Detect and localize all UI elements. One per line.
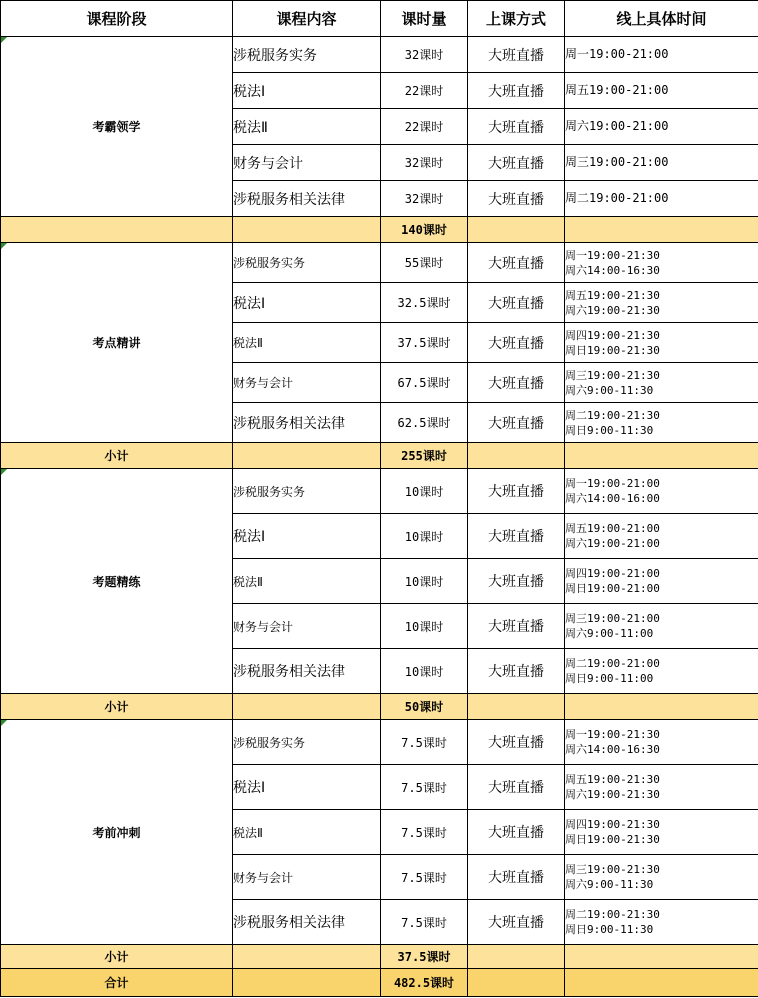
course-time xyxy=(565,73,758,109)
course-time xyxy=(565,604,758,649)
course-mode: 大班直播 xyxy=(468,181,565,217)
time-slot: 周六19:00-21:00 xyxy=(565,119,669,133)
time-slot: 周日19:00-21:30 xyxy=(565,833,660,846)
time-slot: 周日19:00-21:00 xyxy=(565,582,660,595)
course-hours: 62.5课时 xyxy=(381,403,468,443)
course-hours: 7.5课时 xyxy=(381,900,468,945)
time-slot: 周六14:00-16:00 xyxy=(565,492,660,505)
course-name: 税法Ⅱ xyxy=(233,323,381,363)
course-hours: 32.5课时 xyxy=(381,283,468,323)
time-slot: 周六14:00-16:30 xyxy=(565,743,660,756)
header-course: 课程内容 xyxy=(233,1,381,37)
time-slot: 周三19:00-21:00 xyxy=(565,612,660,625)
time-slot: 周三19:00-21:30 xyxy=(565,368,660,382)
time-slot: 周六19:00-21:30 xyxy=(565,303,660,317)
subtotal-row xyxy=(1,945,758,969)
header-time: 线上具体时间 xyxy=(565,1,758,37)
course-mode: 大班直播 xyxy=(468,243,565,283)
time-slot: 周二19:00-21:00 xyxy=(565,657,660,670)
subtotal-empty xyxy=(468,694,565,720)
subtotal-label: 小计 xyxy=(1,694,233,720)
course-time xyxy=(565,181,758,217)
time-slot: 周六9:00-11:30 xyxy=(565,383,654,397)
subtotal-row xyxy=(1,694,758,720)
stage-label: 考题精练 xyxy=(92,574,141,589)
course-name: 涉税服务实务 xyxy=(233,37,381,73)
course-hours: 32课时 xyxy=(381,145,468,181)
course-hours: 67.5课时 xyxy=(381,363,468,403)
course-time xyxy=(565,283,758,323)
course-name: 税法Ⅰ xyxy=(233,73,381,109)
time-slot: 周一19:00-21:30 xyxy=(565,728,660,741)
subtotal-empty xyxy=(233,945,381,969)
time-slot: 周日9:00-11:00 xyxy=(565,672,654,685)
stage-name xyxy=(1,243,233,443)
course-name: 涉税服务实务 xyxy=(233,720,381,765)
course-hours: 10课时 xyxy=(381,514,468,559)
course-mode: 大班直播 xyxy=(468,765,565,810)
total-empty xyxy=(233,969,381,997)
total-row xyxy=(1,969,758,997)
course-time xyxy=(565,37,758,73)
subtotal-empty xyxy=(233,694,381,720)
cell-marker-icon xyxy=(1,469,7,475)
time-slot: 周二19:00-21:30 xyxy=(565,908,660,921)
time-slot: 周三19:00-21:30 xyxy=(565,863,660,876)
cell-marker-icon xyxy=(1,243,7,249)
subtotal-empty xyxy=(565,217,758,243)
course-name: 涉税服务相关法律 xyxy=(233,181,381,217)
subtotal-hours: 37.5课时 xyxy=(381,945,468,969)
course-mode: 大班直播 xyxy=(468,73,565,109)
course-name: 财务与会计 xyxy=(233,604,381,649)
course-hours: 10课时 xyxy=(381,559,468,604)
total-label: 合计 xyxy=(1,969,233,997)
course-hours: 37.5课时 xyxy=(381,323,468,363)
stage-name xyxy=(1,469,233,694)
table-row xyxy=(1,469,758,514)
subtotal-empty xyxy=(565,694,758,720)
time-slot: 周一19:00-21:30 xyxy=(565,248,660,262)
course-mode: 大班直播 xyxy=(468,323,565,363)
time-slot: 周五19:00-21:30 xyxy=(565,288,660,302)
total-empty xyxy=(468,969,565,997)
time-slot: 周一19:00-21:00 xyxy=(565,47,669,61)
course-hours: 7.5课时 xyxy=(381,765,468,810)
course-hours: 7.5课时 xyxy=(381,810,468,855)
time-slot: 周二19:00-21:00 xyxy=(565,191,669,205)
course-mode: 大班直播 xyxy=(468,649,565,694)
course-name: 涉税服务实务 xyxy=(233,243,381,283)
table-row xyxy=(1,720,758,765)
subtotal-hours: 50课时 xyxy=(381,694,468,720)
course-time xyxy=(565,243,758,283)
course-time xyxy=(565,855,758,900)
stage-name xyxy=(1,720,233,945)
course-hours: 10课时 xyxy=(381,649,468,694)
cell-marker-icon xyxy=(1,720,7,726)
course-name: 税法Ⅰ xyxy=(233,514,381,559)
course-time xyxy=(565,145,758,181)
course-time xyxy=(565,363,758,403)
course-name: 财务与会计 xyxy=(233,145,381,181)
time-slot: 周六9:00-11:00 xyxy=(565,627,654,640)
course-time xyxy=(565,323,758,363)
course-time xyxy=(565,810,758,855)
course-name: 税法Ⅱ xyxy=(233,109,381,145)
course-time xyxy=(565,649,758,694)
subtotal-empty xyxy=(468,443,565,469)
subtotal-empty xyxy=(468,945,565,969)
course-mode: 大班直播 xyxy=(468,900,565,945)
time-slot: 周六19:00-21:00 xyxy=(565,537,660,550)
time-slot: 周三19:00-21:00 xyxy=(565,155,669,169)
course-mode: 大班直播 xyxy=(468,109,565,145)
time-slot: 周五19:00-21:00 xyxy=(565,83,669,97)
course-mode: 大班直播 xyxy=(468,514,565,559)
course-time xyxy=(565,109,758,145)
course-mode: 大班直播 xyxy=(468,363,565,403)
time-slot: 周四19:00-21:30 xyxy=(565,818,660,831)
subtotal-hours: 140课时 xyxy=(381,217,468,243)
stage-label: 考霸领学 xyxy=(92,120,141,134)
course-mode: 大班直播 xyxy=(468,403,565,443)
course-hours: 10课时 xyxy=(381,604,468,649)
subtotal-empty xyxy=(233,217,381,243)
time-slot: 周四19:00-21:30 xyxy=(565,328,660,342)
course-time xyxy=(565,514,758,559)
subtotal-empty xyxy=(233,443,381,469)
cell-marker-icon xyxy=(1,37,7,43)
course-hours: 32课时 xyxy=(381,37,468,73)
time-slot: 周一19:00-21:00 xyxy=(565,477,660,490)
time-slot: 周六9:00-11:30 xyxy=(565,878,654,891)
course-name: 税法Ⅱ xyxy=(233,810,381,855)
subtotal-label: 小计 xyxy=(1,945,233,969)
course-time xyxy=(565,720,758,765)
course-hours: 55课时 xyxy=(381,243,468,283)
subtotal-row xyxy=(1,443,758,469)
table-row xyxy=(1,243,758,283)
stage-label: 考前冲刺 xyxy=(92,825,141,840)
time-slot: 周六19:00-21:30 xyxy=(565,788,660,801)
header-row xyxy=(1,1,758,37)
course-name: 财务与会计 xyxy=(233,855,381,900)
time-slot: 周五19:00-21:00 xyxy=(565,522,660,535)
time-slot: 周六14:00-16:30 xyxy=(565,263,660,277)
header-hours: 课时量 xyxy=(381,1,468,37)
course-hours: 22课时 xyxy=(381,73,468,109)
course-hours: 7.5课时 xyxy=(381,720,468,765)
time-slot: 周日9:00-11:30 xyxy=(565,423,654,437)
course-name: 涉税服务相关法律 xyxy=(233,649,381,694)
course-mode: 大班直播 xyxy=(468,559,565,604)
course-mode: 大班直播 xyxy=(468,855,565,900)
course-hours: 10课时 xyxy=(381,469,468,514)
subtotal-empty xyxy=(468,217,565,243)
total-hours: 482.5课时 xyxy=(381,969,468,997)
course-time xyxy=(565,469,758,514)
course-mode: 大班直播 xyxy=(468,283,565,323)
time-slot: 周五19:00-21:30 xyxy=(565,773,660,786)
course-name: 涉税服务相关法律 xyxy=(233,900,381,945)
course-time xyxy=(565,559,758,604)
course-mode: 大班直播 xyxy=(468,145,565,181)
course-name: 税法Ⅰ xyxy=(233,765,381,810)
stage-name xyxy=(1,37,233,217)
course-mode: 大班直播 xyxy=(468,720,565,765)
header-stage: 课程阶段 xyxy=(1,1,233,37)
schedule-body xyxy=(1,37,758,997)
course-name: 涉税服务相关法律 xyxy=(233,403,381,443)
subtotal-empty xyxy=(565,443,758,469)
table-row xyxy=(1,37,758,73)
course-mode: 大班直播 xyxy=(468,810,565,855)
subtotal-empty xyxy=(565,945,758,969)
course-hours: 32课时 xyxy=(381,181,468,217)
subtotal-label xyxy=(1,217,233,243)
time-slot: 周日19:00-21:30 xyxy=(565,343,660,357)
subtotal-hours: 255课时 xyxy=(381,443,468,469)
course-time xyxy=(565,900,758,945)
time-slot: 周二19:00-21:30 xyxy=(565,408,660,422)
course-hours: 22课时 xyxy=(381,109,468,145)
course-mode: 大班直播 xyxy=(468,37,565,73)
subtotal-label: 小计 xyxy=(1,443,233,469)
course-time xyxy=(565,765,758,810)
course-name: 财务与会计 xyxy=(233,363,381,403)
total-empty xyxy=(565,969,758,997)
course-name: 涉税服务实务 xyxy=(233,469,381,514)
subtotal-row xyxy=(1,217,758,243)
stage-label: 考点精讲 xyxy=(92,336,141,350)
time-slot: 周四19:00-21:00 xyxy=(565,567,660,580)
time-slot: 周日9:00-11:30 xyxy=(565,923,654,936)
course-name: 税法Ⅱ xyxy=(233,559,381,604)
course-time xyxy=(565,403,758,443)
course-hours: 7.5课时 xyxy=(381,855,468,900)
course-mode: 大班直播 xyxy=(468,604,565,649)
header-mode: 上课方式 xyxy=(468,1,565,37)
course-name: 税法Ⅰ xyxy=(233,283,381,323)
course-mode: 大班直播 xyxy=(468,469,565,514)
